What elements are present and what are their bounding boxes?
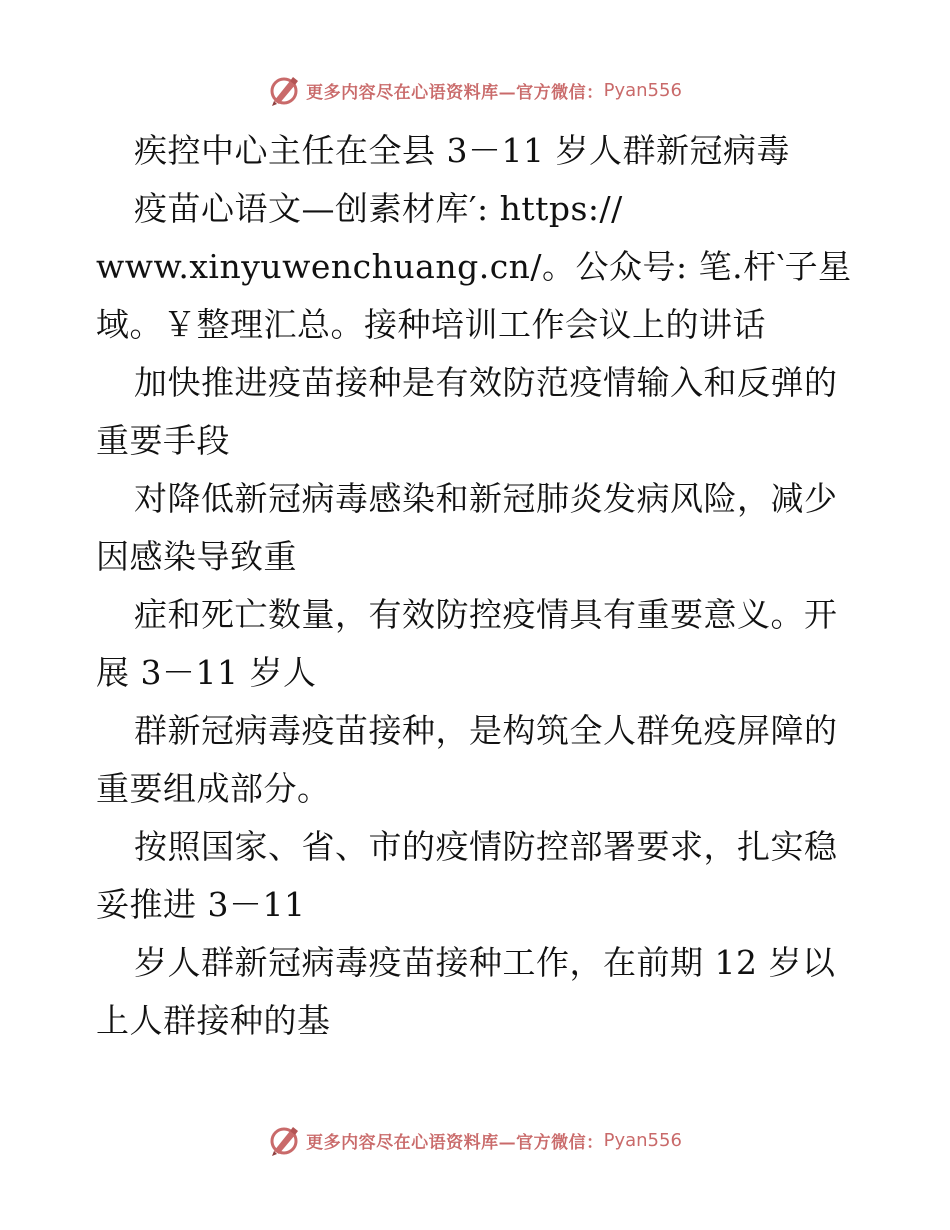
text-line: 重要手段 (96, 421, 230, 460)
text-line: 因感染导致重 (96, 537, 297, 576)
document-body (96, 122, 856, 1050)
text-line: www.xinyuwenchuang.cn/。公众号: 笔.杆‵子星 (96, 247, 852, 286)
text-line: 症和死亡数量，有效防控疫情具有重要意义。开 (134, 595, 838, 634)
pen-logo-icon (268, 73, 302, 107)
watermark-wechat-id: Pyan556 (603, 1129, 682, 1151)
text-line: 疾控中心主任在全县 3－11 岁人群新冠病毒 (134, 131, 790, 170)
text-line: 上人群接种的基 (96, 1001, 331, 1040)
watermark-wechat-id: Pyan556 (603, 79, 682, 101)
text-line: 加快推进疫苗接种是有效防范疫情输入和反弹的 (134, 363, 838, 402)
header-watermark (0, 70, 950, 110)
text-line: 域。￥整理汇总。接种培训工作会议上的讲话 (96, 305, 766, 344)
watermark-text: 更多内容尽在心语资料库—官方微信： (306, 1132, 604, 1153)
text-line: 疫苗心语文—创素材库′: https:// (134, 189, 623, 228)
text-line: 展 3－11 岁人 (96, 653, 317, 692)
text-line: 妥推进 3－11 (96, 885, 306, 924)
text-line: 按照国家、省、市的疫情防控部署要求，扎实稳 (134, 827, 838, 866)
footer-watermark (0, 1120, 950, 1160)
text-line: 对降低新冠病毒感染和新冠肺炎发病风险，减少 (134, 479, 838, 518)
pen-logo-icon (268, 1123, 302, 1157)
text-line: 岁人群新冠病毒疫苗接种工作，在前期 12 岁以 (134, 943, 836, 982)
text-line: 群新冠病毒疫苗接种，是构筑全人群免疫屏障的 (134, 711, 838, 750)
text-line: 重要组成部分。 (96, 769, 331, 808)
watermark-text: 更多内容尽在心语资料库—官方微信： (306, 82, 604, 103)
